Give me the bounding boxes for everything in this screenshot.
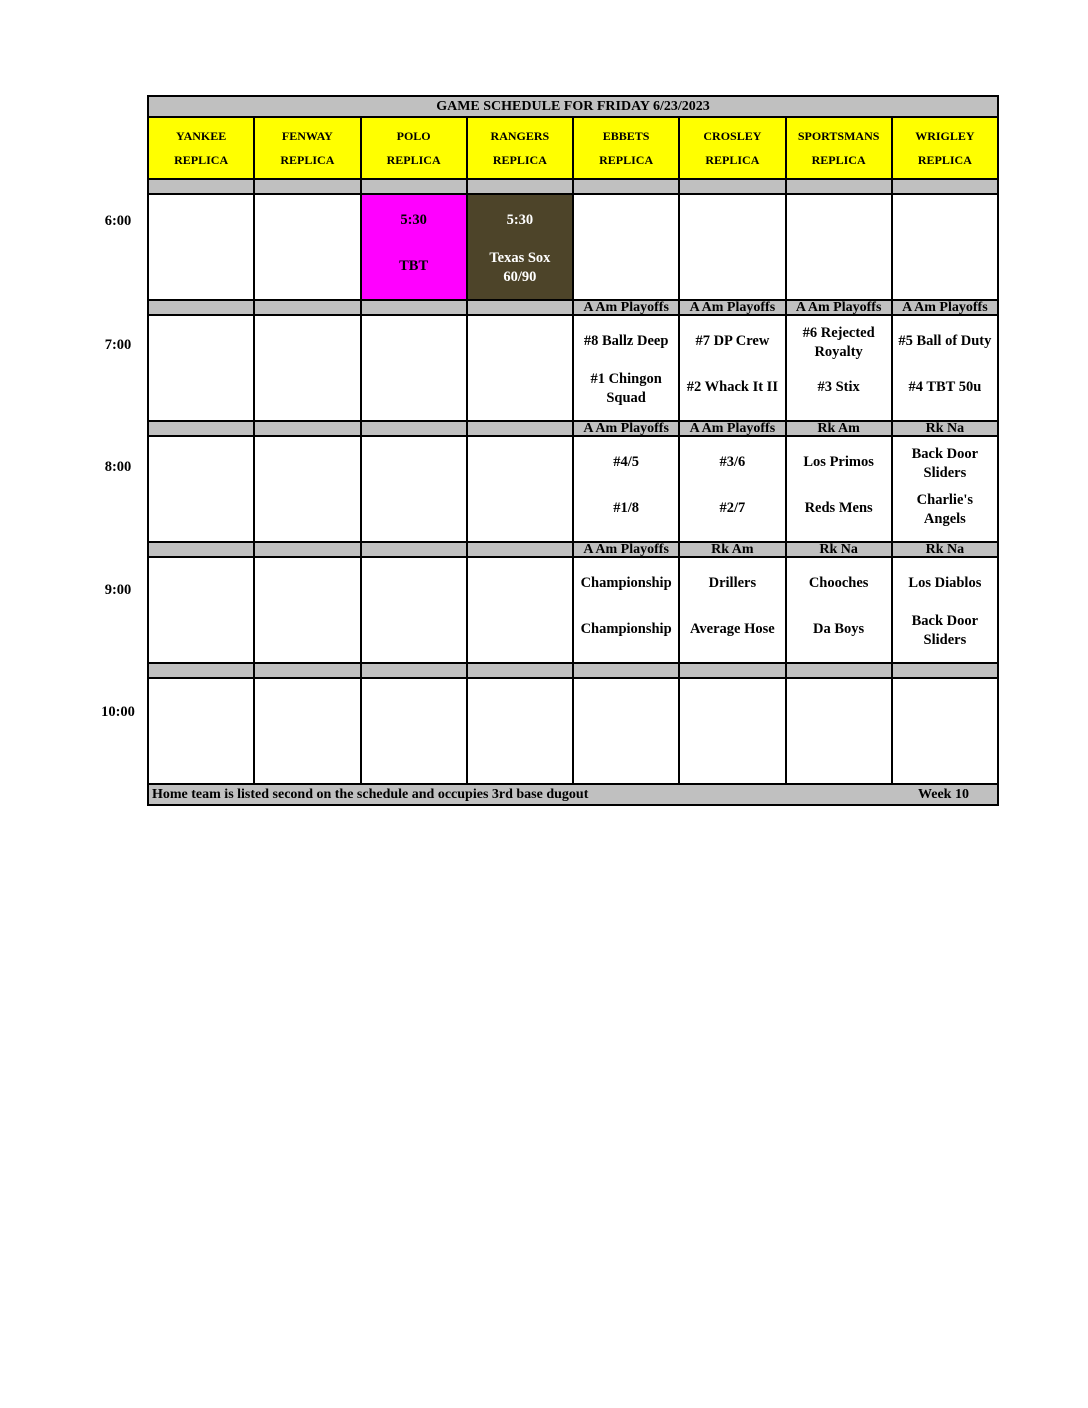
visiting-team: 5:30: [400, 212, 427, 228]
division-label: [467, 421, 573, 436]
division-label: [573, 663, 679, 678]
division-label: A Am Playoffs: [573, 421, 679, 436]
game-cell: [679, 315, 785, 421]
home-team: Reds Mens: [804, 500, 873, 516]
division-label: [573, 179, 679, 194]
division-label: [148, 300, 254, 315]
visiting-team: Los Diablos: [908, 575, 982, 591]
venue-name: FENWAY: [281, 129, 333, 143]
venue-name: CROSLEY: [703, 129, 762, 143]
visiting-team: Drillers: [708, 575, 757, 591]
visiting-team: #7 DP Crew: [695, 333, 770, 349]
division-label: [467, 300, 573, 315]
game-cell: [254, 436, 360, 542]
division-label: [148, 179, 254, 194]
division-label: A Am Playoffs: [573, 300, 679, 315]
venue-header-sportsmans: [786, 117, 892, 179]
division-label: [254, 300, 360, 315]
home-team: #2/7: [719, 500, 746, 516]
division-label: [254, 542, 360, 557]
game-cell: [786, 678, 892, 784]
home-team: Back Door Sliders: [911, 613, 979, 648]
game-cell: [679, 557, 785, 663]
venue-header-fenway: [254, 117, 360, 179]
week-label: Week 10: [918, 787, 969, 802]
division-label: [892, 663, 998, 678]
game-cell: [679, 436, 785, 542]
game-cell: [892, 194, 998, 300]
venue-type: REPLICA: [386, 153, 441, 167]
schedule-table: [147, 95, 999, 806]
division-label: [361, 663, 467, 678]
game-cell: [254, 315, 360, 421]
time-label-8: 8:00: [104, 459, 132, 475]
division-label: [679, 179, 785, 194]
game-cell: [254, 557, 360, 663]
game-cell: [361, 557, 467, 663]
home-team: Texas Sox 60/90: [489, 250, 551, 285]
division-label: Rk Na: [892, 542, 998, 557]
game-cell: [148, 436, 254, 542]
venue-type: REPLICA: [705, 153, 760, 167]
game-cell: [679, 194, 785, 300]
game-cell: [148, 557, 254, 663]
visiting-team: #5 Ball of Duty: [898, 333, 992, 349]
venue-name: EBBETS: [602, 129, 650, 143]
visiting-team: Championship: [580, 575, 672, 591]
home-team: Average Hose: [690, 621, 775, 637]
time-label-7: 7:00: [104, 337, 132, 353]
division-label: A Am Playoffs: [786, 300, 892, 315]
game-cell: [573, 678, 679, 784]
division-label: Rk Am: [679, 542, 785, 557]
time-label-10: 10:00: [101, 704, 135, 720]
home-team: #4 TBT 50u: [908, 379, 982, 395]
division-label: Rk Na: [892, 421, 998, 436]
visiting-team: #8 Ballz Deep: [583, 333, 669, 349]
game-cell: [148, 194, 254, 300]
schedule-footer: [148, 784, 998, 805]
venue-type: REPLICA: [811, 153, 866, 167]
division-label: [679, 663, 785, 678]
visiting-team: Los Primos: [803, 454, 874, 470]
division-label: [786, 663, 892, 678]
visiting-team: 5:30: [506, 212, 534, 228]
venue-header-rangers: [467, 117, 573, 179]
division-label: [254, 421, 360, 436]
division-label: [148, 663, 254, 678]
time-label-6: 6:00: [104, 213, 132, 229]
time-label-9: 9:00: [104, 582, 132, 598]
game-cell: [679, 678, 785, 784]
schedule-sheet: [147, 95, 999, 806]
venue-name: WRIGLEY: [915, 129, 975, 143]
division-label: [361, 542, 467, 557]
visiting-team: #6 Rejected Royalty: [802, 325, 875, 360]
game-cell: [786, 557, 892, 663]
schedule-title: GAME SCHEDULE FOR FRIDAY 6/23/2023: [148, 96, 998, 117]
division-label: [361, 300, 467, 315]
game-cell: [148, 315, 254, 421]
game-cell: [361, 194, 467, 300]
home-team: Charlie's Angels: [916, 492, 974, 527]
game-cell: [467, 194, 573, 300]
division-label: A Am Playoffs: [679, 300, 785, 315]
venue-header-yankee: [148, 117, 254, 179]
game-cell: [892, 436, 998, 542]
home-team: #1 Chingon Squad: [590, 371, 662, 406]
division-label: [361, 179, 467, 194]
division-label: [467, 542, 573, 557]
game-cell: [892, 678, 998, 784]
game-cell: [361, 315, 467, 421]
game-cell: [467, 557, 573, 663]
venue-header-crosley: [679, 117, 785, 179]
home-team: #1/8: [613, 500, 640, 516]
venue-type: REPLICA: [917, 153, 972, 167]
game-cell: [467, 315, 573, 421]
division-label: A Am Playoffs: [573, 542, 679, 557]
venue-type: REPLICA: [599, 153, 654, 167]
venue-type: REPLICA: [280, 153, 335, 167]
game-cell: [361, 436, 467, 542]
visiting-team: Chooches: [808, 575, 869, 591]
division-label: [254, 179, 360, 194]
venue-type: REPLICA: [174, 153, 229, 167]
venue-header-ebbets: [573, 117, 679, 179]
division-label: [148, 542, 254, 557]
home-team: Championship: [580, 621, 672, 637]
game-cell: [148, 678, 254, 784]
venue-header-polo: [361, 117, 467, 179]
home-team: #2 Whack It II: [686, 379, 778, 395]
game-cell: [786, 315, 892, 421]
game-cell: [786, 436, 892, 542]
game-cell: [892, 315, 998, 421]
division-label: Rk Na: [786, 542, 892, 557]
division-label: [786, 179, 892, 194]
home-team: Da Boys: [813, 621, 865, 637]
game-cell: [254, 194, 360, 300]
home-team: #3 Stix: [817, 379, 860, 395]
division-label: Rk Am: [786, 421, 892, 436]
home-team: TBT: [399, 258, 429, 274]
division-label: [148, 421, 254, 436]
visiting-team: #3/6: [719, 454, 746, 470]
division-label: [467, 663, 573, 678]
game-cell: [573, 194, 679, 300]
division-label: [361, 421, 467, 436]
game-cell: [467, 678, 573, 784]
division-label: [467, 179, 573, 194]
venue-name: POLO: [396, 129, 431, 143]
game-cell: [254, 678, 360, 784]
venue-name: RANGERS: [490, 129, 550, 143]
venue-name: SPORTSMANS: [797, 129, 880, 143]
venue-type: REPLICA: [492, 153, 547, 167]
game-cell: [467, 436, 573, 542]
visiting-team: #4/5: [613, 454, 640, 470]
division-label: [254, 663, 360, 678]
division-label: A Am Playoffs: [679, 421, 785, 436]
game-cell: [786, 194, 892, 300]
game-cell: [573, 436, 679, 542]
game-cell: [573, 315, 679, 421]
home-team-note: Home team is listed second on the schedule and occupies 3rd base dugout: [152, 787, 589, 802]
game-cell: [892, 557, 998, 663]
division-label: A Am Playoffs: [892, 300, 998, 315]
venue-header-wrigley: [892, 117, 998, 179]
venue-name: YANKEE: [176, 129, 227, 143]
division-label: [892, 179, 998, 194]
visiting-team: Back Door Sliders: [911, 446, 979, 481]
game-cell: [573, 557, 679, 663]
game-cell: [361, 678, 467, 784]
